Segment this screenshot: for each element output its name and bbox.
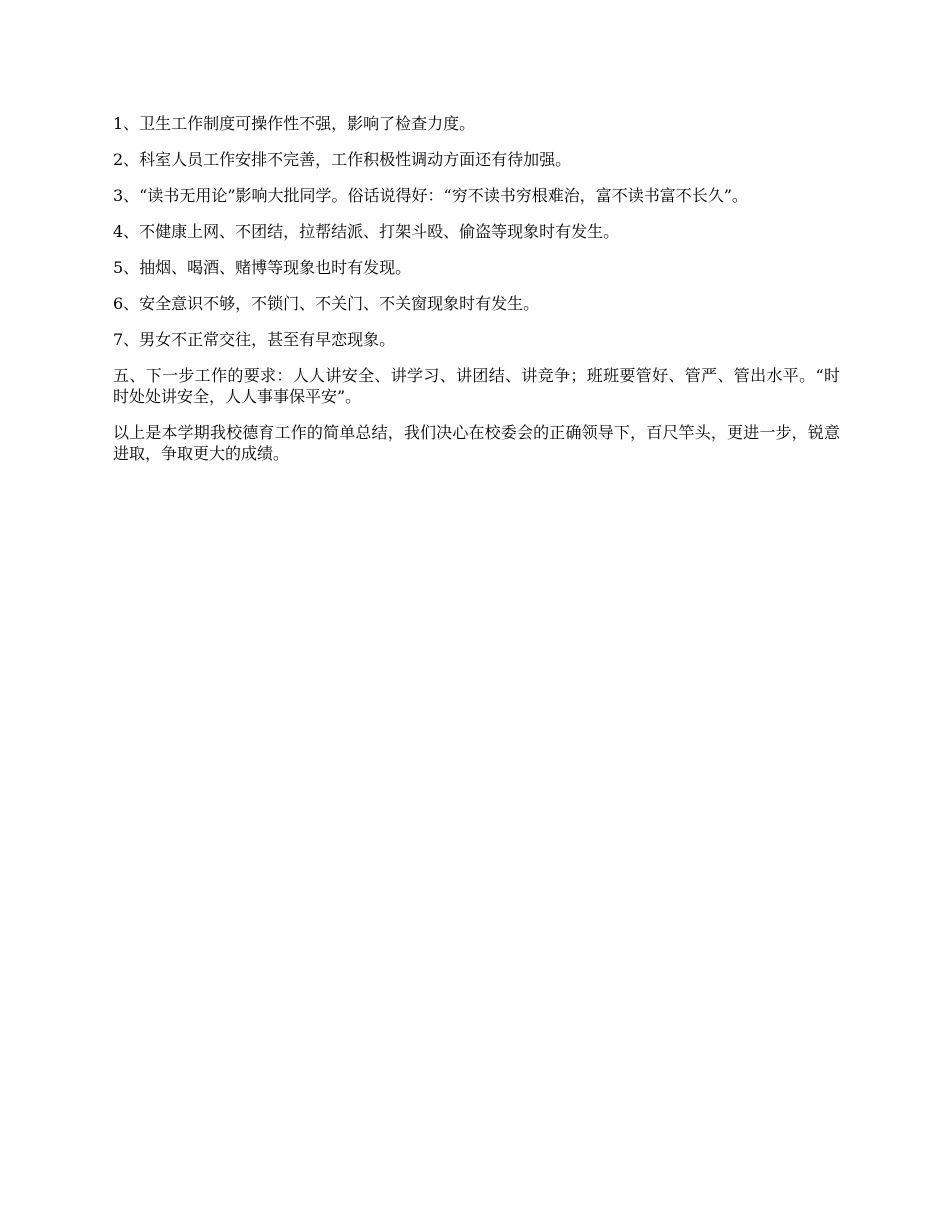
issue-item-3: 3、“读书无用论”影响大批同学。俗话说得好：“穷不读书穷根难治，富不读书富不长久”。 [113, 186, 748, 205]
issue-item-4: 4、不健康上网、不团结，拉帮结派、打架斗殴、偷盗等现象时有发生。 [113, 222, 620, 241]
issue-item-1: 1、卫生工作制度可操作性不强，影响了检查力度。 [113, 114, 476, 133]
next-step-requirements: 五、下一步工作的要求：人人讲安全、讲学习、讲团结、讲竞争；班班要管好、管严、管出水平。“时时处处讲安全，人人事事保平安”。 [113, 366, 840, 406]
issue-item-7: 7、男女不正常交往，甚至有早恋现象。 [113, 330, 396, 349]
document-body [113, 113, 840, 479]
issue-item-5: 5、抽烟、喝酒、赌博等现象也时有发现。 [113, 258, 412, 277]
issue-item-6: 6、安全意识不够，不锁门、不关门、不关窗现象时有发生。 [113, 294, 540, 313]
issue-item-2: 2、科室人员工作安排不完善，工作积极性调动方面还有待加强。 [113, 150, 572, 169]
closing-summary: 以上是本学期我校德育工作的简单总结，我们决心在校委会的正确领导下，百尺竿头，更进一步，锐意进取，争取更大的成绩。 [113, 423, 840, 463]
